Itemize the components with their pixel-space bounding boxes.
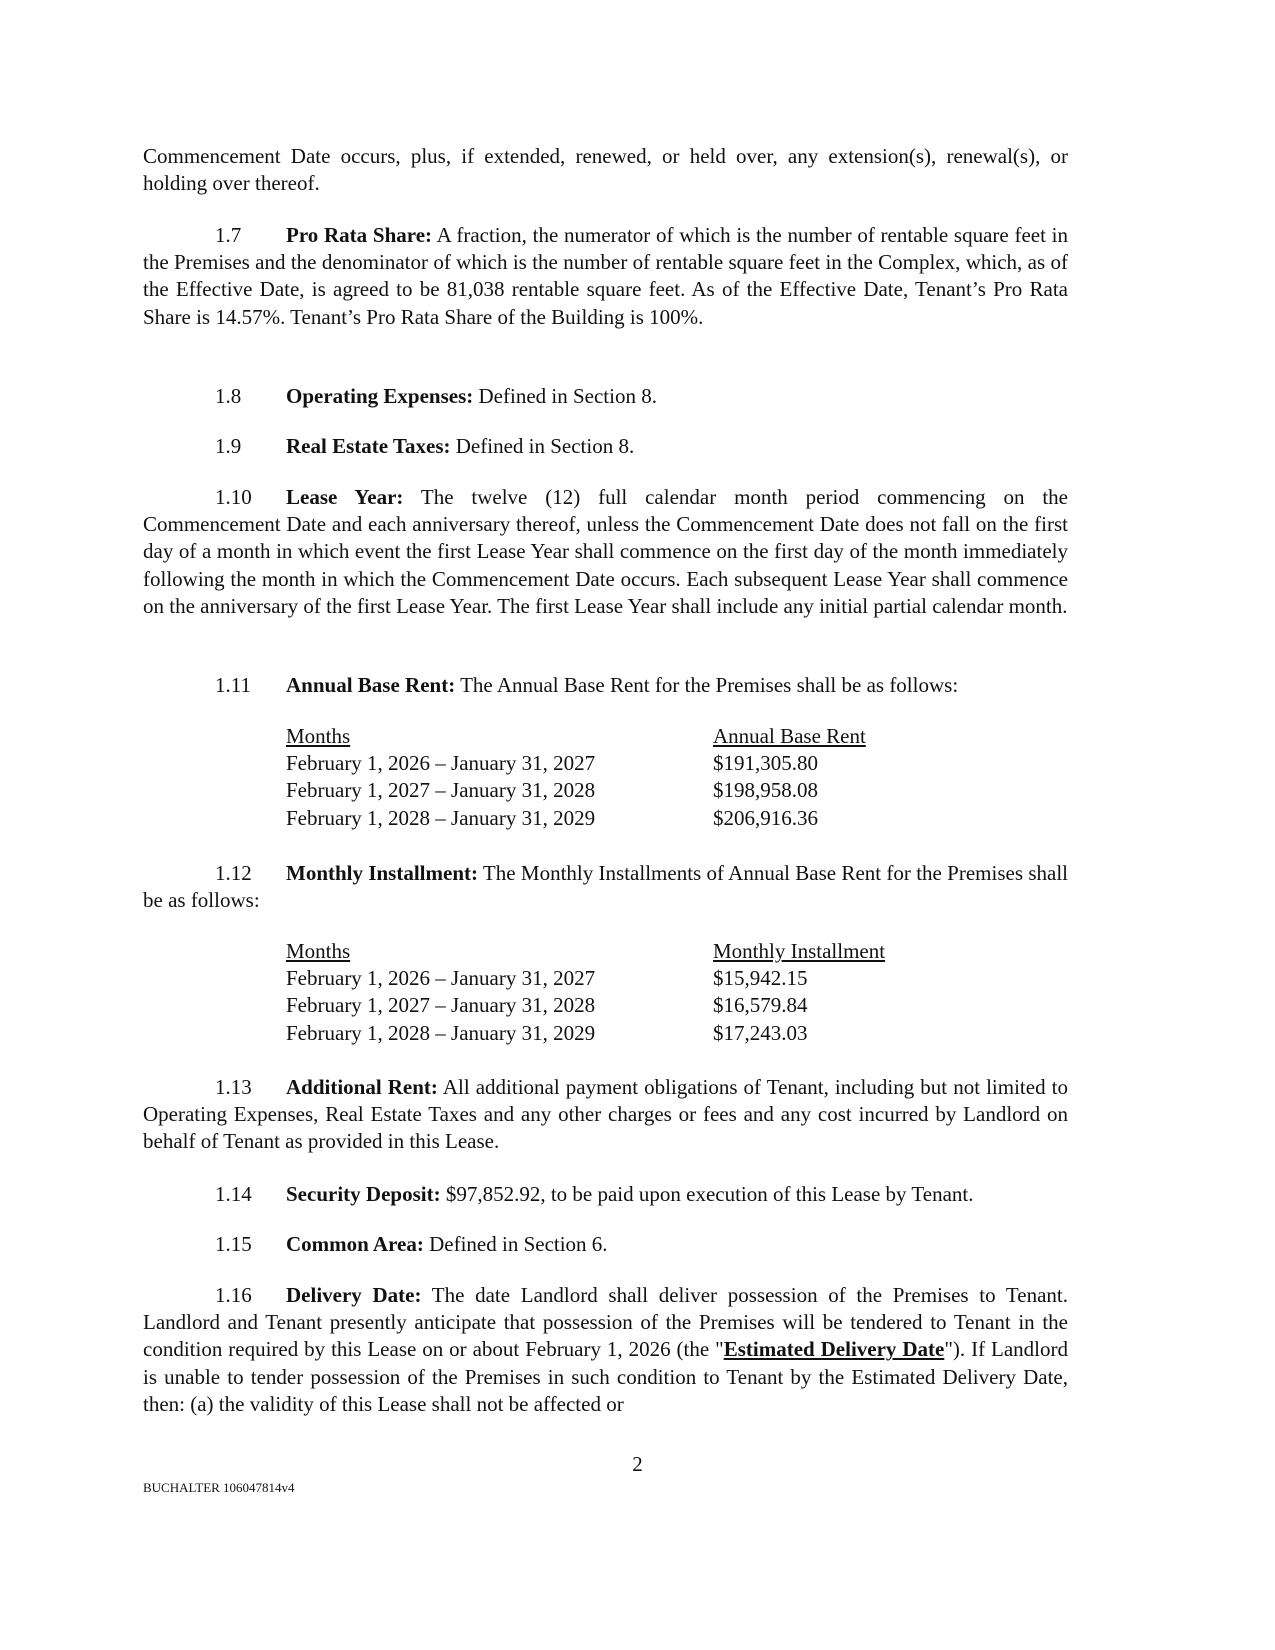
section-number: 1.7	[215, 223, 242, 247]
column-header-months: Months	[286, 724, 351, 748]
section-text: The date Landlord shall deliver possession of the Premises to Tenant. Landlord and Tenant presently anticipate that possession of the Premises will be tendered to Tenant in the condition required by this Lease on or about February 1, 2026 (the "	[143, 1283, 1068, 1362]
section-title: Lease Year:	[286, 485, 404, 509]
section-text: The twelve (12) full calendar month period commencing on the Commencement Date and each anniversary thereof, unless the Commencement Date does not fall on the first day of a month in which event the first Lease Year shall commence on the first day of the month immediately following the month in which the Commencement Date occurs. Each subsequent Lease Year shall commence on the anniversary of the first Lease Year. The first Lease Year shall include any initial partial calendar month.	[143, 485, 1068, 618]
section-1-7	[143, 222, 1068, 331]
section-1-9	[143, 433, 1068, 460]
section-1-8	[143, 383, 1068, 410]
section-number: 1.10	[215, 485, 252, 509]
section-number: 1.15	[215, 1232, 252, 1256]
section-1-15	[143, 1231, 1068, 1258]
table-row	[286, 1020, 885, 1047]
cell-amount: $191,305.80	[713, 751, 818, 776]
section-text: Defined in Section 8.	[473, 384, 657, 408]
table-row	[286, 965, 885, 992]
section-1-12	[143, 860, 1068, 914]
section-title: Real Estate Taxes:	[286, 434, 451, 458]
section-1-11	[143, 672, 1068, 699]
section-text: The Monthly Installments of Annual Base Rent for the Premises shall be as follows:	[143, 861, 1068, 913]
cell-amount: $15,942.15	[713, 966, 808, 991]
section-number: 1.8	[215, 384, 242, 408]
section-text: Defined in Section 8.	[450, 434, 635, 458]
section-1-10	[143, 484, 1068, 620]
section-text: A fraction, the numerator of which is the number of rentable square feet in the Premises and the denominator of which is the number of rentable square feet in the Complex, which, as of the Effective Date, is agreed to be 81,038 rentable square feet. As of the Effective Date, Tenant’s Pro Rata Share is 14.57%. Tenant’s Pro Rata Share of the Building is 100%.	[143, 223, 1068, 329]
section-number: 1.14	[215, 1182, 252, 1206]
cell-amount: $206,916.36	[713, 805, 818, 830]
table-row	[286, 992, 885, 1019]
section-text: Defined in Section 6.	[423, 1232, 608, 1256]
intro-text: Commencement Date occurs, plus, if extended, renewed, or held over, any extension(s), renewal(s), or holding over thereof.	[143, 144, 1068, 196]
cell-amount: $17,243.03	[713, 1020, 808, 1045]
document-footer: BUCHALTER 106047814v4	[143, 1480, 295, 1495]
section-number: 1.16	[215, 1283, 252, 1307]
section-number: 1.12	[215, 861, 252, 885]
section-text: All additional payment obligations of Tenant, including but not limited to Operating Expenses, Real Estate Taxes and any other charges or fees and any cost incurred by Landlord on behalf of Tenant as provided in this Lease.	[143, 1075, 1068, 1154]
paragraph-intro	[143, 143, 1068, 197]
section-title: Delivery Date:	[286, 1283, 422, 1307]
section-text: The Annual Base Rent for the Premises shall be as follows:	[455, 673, 959, 697]
annual-base-rent-table	[286, 723, 866, 832]
table-header	[286, 938, 885, 965]
cell-amount: $198,958.08	[713, 778, 818, 803]
section-number: 1.13	[215, 1075, 252, 1099]
section-1-14	[143, 1181, 1068, 1208]
section-number: 1.11	[215, 673, 251, 697]
cell-months: February 1, 2027 – January 31, 2028	[286, 993, 596, 1018]
cell-months: February 1, 2028 – January 31, 2029	[286, 805, 596, 830]
table-row	[286, 777, 866, 804]
section-title: Additional Rent:	[286, 1075, 438, 1099]
section-1-13	[143, 1074, 1068, 1156]
table-row	[286, 805, 866, 832]
section-title: Pro Rata Share:	[286, 223, 433, 247]
cell-months: February 1, 2026 – January 31, 2027	[286, 751, 596, 776]
section-text: $97,852.92, to be paid upon execution of this Lease by Tenant.	[440, 1182, 974, 1206]
monthly-installment-table	[286, 938, 885, 1047]
defined-term: Estimated Delivery Date	[723, 1337, 945, 1362]
section-title: Monthly Installment:	[286, 861, 478, 885]
section-title: Operating Expenses:	[286, 384, 474, 408]
section-text-continued: "). If Landlord is unable to tender possession of the Premises in such condition to Tenant by the Estimated Delivery Date, then: (a) the validity of this Lease shall not be affected or	[143, 1337, 1068, 1416]
table-header	[286, 723, 866, 750]
section-1-16	[143, 1282, 1068, 1418]
column-header-months: Months	[286, 939, 351, 963]
cell-months: February 1, 2028 – January 31, 2029	[286, 1020, 596, 1045]
column-header-rent: Annual Base Rent	[713, 724, 866, 748]
column-header-installment: Monthly Installment	[713, 939, 886, 963]
section-number: 1.9	[215, 434, 242, 458]
cell-months: February 1, 2026 – January 31, 2027	[286, 966, 596, 991]
section-title: Security Deposit:	[286, 1182, 441, 1206]
table-row	[286, 750, 866, 777]
cell-months: February 1, 2027 – January 31, 2028	[286, 778, 596, 803]
section-title: Common Area:	[286, 1232, 424, 1256]
page-number: 2	[632, 1452, 643, 1476]
cell-amount: $16,579.84	[713, 993, 808, 1018]
section-title: Annual Base Rent:	[286, 673, 456, 697]
